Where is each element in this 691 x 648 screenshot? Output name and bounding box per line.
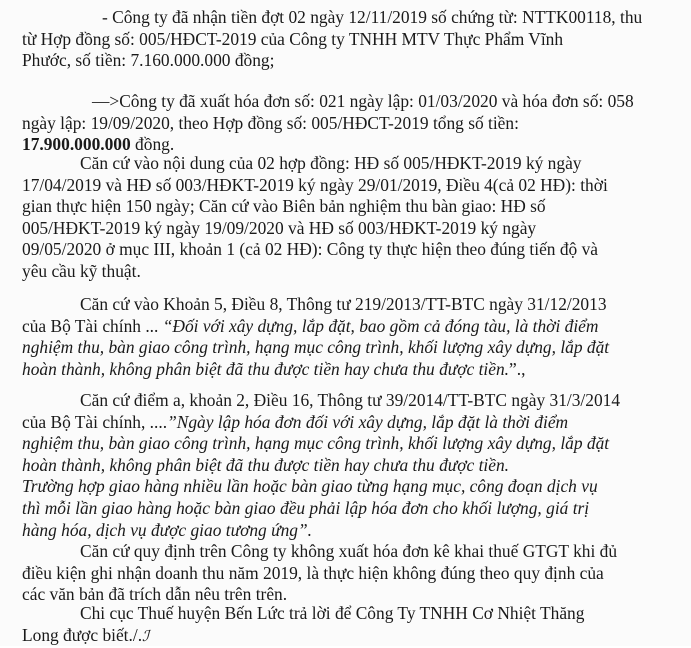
text-line: hoàn thành, không phân biệt đã thu được tiền hay chưa thu được tiền. <box>22 454 510 475</box>
text-line: Trường hợp giao hàng nhiều lần hoặc bàn giao từng hạng mục, công đoạn dịch vụ <box>22 476 598 497</box>
text-line: hoàn thành, không phân biệt đã thu được tiền hay chưa thu được tiền.”., <box>22 358 526 379</box>
text-line: 17/04/2019 và HĐ số 003/HĐKT-2019 ký ngày 29/01/2019, Điều 4(cả 02 HĐ): thời <box>22 174 608 195</box>
text-line: 09/05/2020 ở mục III, khoản 1 (cả 02 HĐ): Công ty thực hiện theo đúng tiến độ và <box>22 239 598 260</box>
text-line: Căn cứ vào nội dung của 02 hợp đồng: HĐ số 005/HĐKT-2019 ký ngày <box>80 153 582 173</box>
text-line: —>Công ty đã xuất hóa đơn số: 021 ngày lập: 01/03/2020 và hóa đơn số: 058 <box>92 91 634 111</box>
text-line: từ Hợp đồng số: 005/HĐCT-2019 của Công ty TNHH MTV Thực Phẩm Vĩnh <box>22 28 564 49</box>
total-amount: 17.900.000.000 <box>22 134 131 155</box>
text-line: yêu cầu kỹ thuật. <box>22 260 141 281</box>
text-line: Căn cứ vào Khoản 5, Điều 8, Thông tư 219/2013/TT-BTC ngày 31/12/2013 <box>80 294 607 314</box>
text-line: Chi cục Thuế huyện Bến Lức trả lời để Công Ty TNHH Cơ Nhiệt Thăng <box>80 603 585 623</box>
paragraph-circular-219 <box>22 294 670 380</box>
paragraph-conclusion <box>22 541 670 606</box>
handwritten-mark: ℐ <box>142 628 150 645</box>
paragraph-closing <box>22 603 670 648</box>
paragraph-contract-basis <box>22 153 670 283</box>
paragraph-circular-39 <box>22 390 670 541</box>
text-line: gian thực hiện 150 ngày; Căn cứ vào Biên bản nghiệm thu bàn giao: HĐ số <box>22 196 546 217</box>
text-line: điều kiện ghi nhận doanh thu năm 2019, là thực hiện không đúng theo quy định của <box>22 562 604 583</box>
paragraph-invoices-issued <box>22 91 670 156</box>
text-line: Căn cứ quy định trên Công ty không xuất hóa đơn kê khai thuế GTGT khi đủ <box>80 541 618 561</box>
text-line: các văn bản đã trích dẫn nêu trên trên. <box>22 584 288 605</box>
paragraph-payment-received <box>22 7 670 72</box>
text-line: 005/HĐKT-2019 ký ngày 19/09/2020 và HĐ số 003/HĐKT-2019 ký ngày <box>22 217 537 238</box>
text-line: nghiệm thu, bàn giao công trình, hạng mục công trình, khối lượng xây dựng, lắp đặt <box>22 433 610 454</box>
text-line: Phước, số tiền: 7.160.000.000 đồng; <box>22 50 275 71</box>
text-line: Căn cứ điểm a, khoản 2, Điều 16, Thông tư 39/2014/TT-BTC ngày 31/3/2014 <box>80 390 621 410</box>
text-line: - Công ty đã nhận tiền đợt 02 ngày 12/11/2019 số chứng từ: NTTK00118, thu <box>102 7 643 27</box>
text-line: của Bộ Tài chính, ....”Ngày lập hóa đơn đối với xây dựng, lắp đặt là thời điểm <box>22 411 569 432</box>
text-fragment: đồng. <box>130 134 175 155</box>
text-line: hàng hóa, dịch vụ được giao tương ứng”. <box>22 519 312 540</box>
text-line: nghiệm thu, bàn giao công trình, hạng mục công trình, khối lượng xây dựng, lắp đặt <box>22 337 610 358</box>
text-line: Long được biết./.ℐ <box>22 624 150 645</box>
text-line: ngày lập: 19/09/2020, theo Hợp đồng số: 005/HĐCT-2019 tổng số tiền: <box>22 112 519 133</box>
text-line: thì mỗi lần giao hàng hoặc bàn giao đều phải lập hóa đơn cho khối lượng, giá trị <box>22 497 590 518</box>
text-line: của Bộ Tài chính ... “Đối với xây dựng, lắp đặt, bao gồm cả đóng tàu, là thời điểm <box>22 315 599 336</box>
